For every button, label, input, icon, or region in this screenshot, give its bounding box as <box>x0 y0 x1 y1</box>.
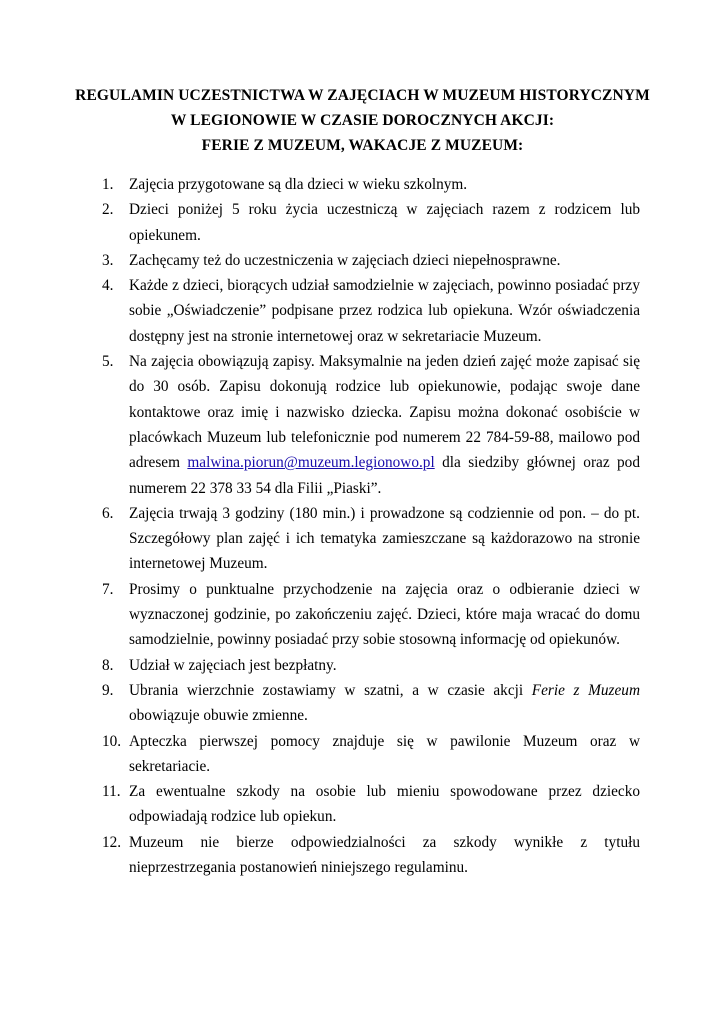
title-line-3-italic: FERIE Z MUZEUM, WAKACJE Z MUZEUM <box>201 137 519 154</box>
rule-item <box>102 577 640 653</box>
rule-number: 8. <box>102 656 114 674</box>
title-line-3-suffix: : <box>518 137 524 154</box>
rule-item <box>102 172 640 197</box>
email-link[interactable]: malwina.piorun@muzeum.legionowo.pl <box>187 454 435 472</box>
rule-item <box>102 197 640 248</box>
rule-text: Muzeum nie bierze odpowiedzialności za szkody wynikłe z tytułu nieprzestrzegania postanowień niniejszego regulaminu. <box>129 833 640 877</box>
rule-item <box>102 678 640 729</box>
title-line-3 <box>60 133 665 158</box>
rule-text: Udział w zajęciach jest bezpłatny. <box>129 656 337 674</box>
rule-number: 1. <box>102 176 114 193</box>
rule-item <box>102 349 640 501</box>
rule-text: Prosimy o punktualne przychodzenie na zajęcia oraz o odbieranie dzieci w wyznaczonej godzinie, po zakończeniu zajęć. Dzieci, które maja wracać do domu samodzielnie, powinny posiadać przy sobie stosowną informację od opiekunów. <box>129 580 640 649</box>
rule-number: 2. <box>102 201 114 219</box>
rule-text: Zachęcamy też do uczestniczenia w zajęciach dzieci niepełnosprawne. <box>129 251 561 269</box>
rules-list <box>102 172 640 880</box>
rule-text: Każde z dzieci, biorących udział samodzielnie w zajęciach, powinno posiadać przy sobie „Oświadczenie” podpisane przez rodzica lub opiekuna. Wzór oświadczenia dostępny jest na stronie internetowej oraz w sekretariacie Muzeum. <box>129 277 640 345</box>
rule-text: Na zajęcia obowiązują zapisy. Maksymalnie na jeden dzień zajęć może zapisać się do 30 osób. Zapisu dokonują rodzice lub opiekunowie, podając swoje dane kontaktowe oraz imię i nazwisko dziecka. Zapisu można dokonać osobiście w placówkach Muzeum lub telefonicznie pod numerem 22 784-59-88, mailowo pod adresem <box>129 353 640 472</box>
rule-item <box>102 248 640 273</box>
rule-number: 7. <box>102 580 114 598</box>
rule-number: 12. <box>102 833 122 851</box>
rule-text-after: obowiązuje obuwie zmienne. <box>129 707 308 725</box>
title-line-2: W LEGIONOWIE W CZASIE DOROCZNYCH AKCJI: <box>170 112 555 129</box>
rule-number: 4. <box>102 277 114 295</box>
rule-item <box>102 273 640 349</box>
rule-text: Zajęcia przygotowane są dla dzieci w wieku szkolnym. <box>129 176 468 193</box>
rule-text: Zajęcia trwają 3 godziny (180 min.) i prowadzone są codziennie od pon. – do pt. Szczegółowy plan zajęć i ich tematyka zamieszczane są każdorazowo na stronie internetowej Muzeum. <box>129 504 640 573</box>
rule-item <box>102 501 640 577</box>
rule-text-italic: Ferie z Muzeum <box>531 681 640 699</box>
rule-text: Apteczka pierwszej pomocy znajduje się w pawilonie Muzeum oraz w sekretariacie. <box>129 732 640 775</box>
rule-item <box>102 779 640 830</box>
rule-item <box>102 830 640 881</box>
rule-item <box>102 729 640 780</box>
rule-number: 9. <box>102 681 114 699</box>
rule-number: 6. <box>102 504 114 522</box>
rule-text: Dzieci poniżej 5 roku życia uczestniczą w zajęciach razem z rodzicem lub opiekunem. <box>129 201 640 244</box>
rule-number: 10. <box>102 732 122 750</box>
rule-text: Za ewentualne szkody na osobie lub mieniu spowodowane przez dziecko odpowiadają rodzice lub opiekun. <box>129 783 640 826</box>
document-title <box>60 83 665 158</box>
rule-number: 5. <box>102 353 114 371</box>
title-line-1: REGULAMIN UCZESTNICTWA W ZAJĘCIACH W MUZEUM HISTORYCZNYM <box>75 87 650 104</box>
rule-number: 3. <box>102 251 114 269</box>
rule-number: 11. <box>102 783 121 801</box>
rule-text-after: dla siedziby głównej oraz pod numerem 22 378 33 54 dla Filii „Piaski”. <box>129 454 640 497</box>
rule-text: Ubrania wierzchnie zostawiamy w szatni, a w czasie akcji <box>129 681 532 699</box>
rule-item <box>102 653 640 678</box>
